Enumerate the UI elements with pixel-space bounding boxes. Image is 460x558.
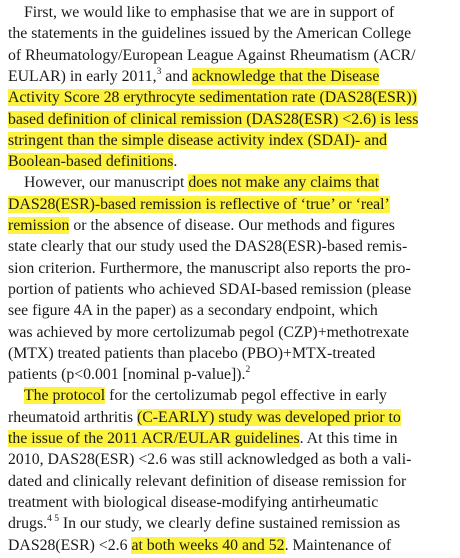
citation-reference: 3 [156,66,162,77]
text-span: . [173,153,178,171]
highlighted-text: at both weeks 40 and 52 [131,536,285,554]
highlighted-text: the issue of the 2011 ACR/EULAR guidelines [8,430,300,447]
text-span: dated and clinically relevant definition of disease remission for [8,472,407,490]
highlighted-text: DAS28(ESR)-based remission is reflective of ‘true’ or ‘real’ [8,195,390,213]
text-span: treatment with biological disease-modifying antirheumatic [8,493,379,511]
highlighted-text: (C-EARLY) study was developed prior to [136,408,401,426]
text-span: However, our manuscript [24,174,189,192]
text-span: state clearly that our study used the DAS28(ESR)-based remis- [8,238,408,256]
highlighted-text: remission [8,217,70,234]
text-span: First, we would like to emphasise that we are in support of [24,4,395,21]
text-span: (MTX) treated patients than placebo (PBO)+MTX-treated [8,344,376,362]
text-line [8,534,452,558]
highlighted-text: The protocol [24,387,106,405]
citation-reference: 4 5 [47,513,59,524]
text-span: DAS28(ESR) <2.6 [8,536,132,554]
text-span: . Maintenance of [284,536,392,554]
text-span: sion criterion. Furthermore, the manuscript also reports the pro- [8,259,411,277]
highlighted-text: Boolean-based definitions [8,153,174,171]
text-span: of Rheumatology/European League Against Rheumatism (ACR/ [8,46,416,64]
highlighted-text: Activity Score 28 erythrocyte sedimentation rate (DAS28(ESR)) [8,89,417,107]
text-span: and [161,67,193,85]
text-span: 2010, DAS28(ESR) <2.6 was still acknowledged as both a vali- [8,451,412,469]
highlighted-text: acknowledge that the Disease [192,67,380,85]
highlighted-text: stringent than the simple disease activity index (SDAI)- and [8,131,388,149]
text-span: the statements in the guidelines issued by the American College [8,25,412,43]
text-span: or the absence of disease. Our methods and figures [69,217,395,234]
highlighted-text: does not make any claims that [188,174,380,192]
text-span: . At this time in [299,430,398,447]
text-span: patients (p<0.001 [nominal p-value]). [8,366,246,384]
text-span: In our study, we clearly define sustained remission as [58,515,401,533]
citation-reference: 2 [245,364,251,375]
text-span: rheumatoid arthritis [8,408,137,426]
highlighted-text: based definition of clinical remission (DAS28(ESR) <2.6) is less [8,110,419,128]
text-span: drugs. [8,515,48,533]
text-span: see figure 4A in the paper) as a secondary endpoint, which [8,302,378,320]
text-span: for the certolizumab pegol effective in early [105,387,387,405]
text-span: was achieved by more certolizumab pegol (CZP)+methotrexate [8,323,410,341]
text-span: portion of patients who achieved SDAI-based remission (please [8,280,412,298]
text-span: EULAR) in early 2011, [8,67,157,85]
